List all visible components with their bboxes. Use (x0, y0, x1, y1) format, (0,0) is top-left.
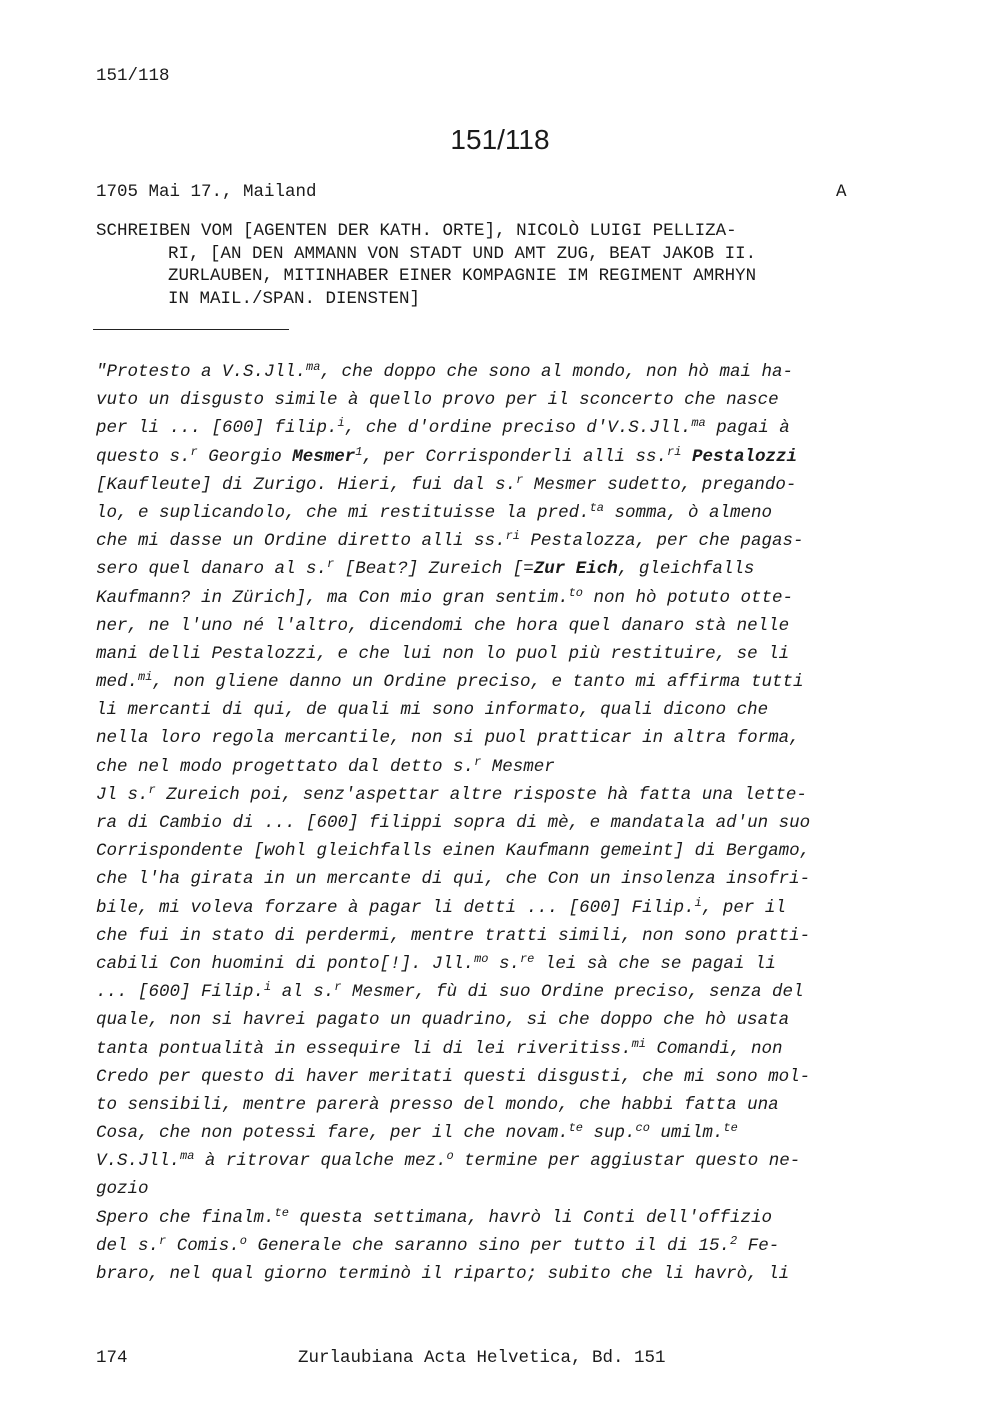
text-segment: sero quel danaro al s. (96, 559, 328, 580)
superscript: ma (691, 416, 706, 431)
text-segment: ... [600] Filip. (96, 982, 265, 1003)
text-segment: bile, mi voleva forzare à pagar li detti ... [600] Filip. (96, 897, 695, 918)
text-line (96, 809, 856, 837)
text-segment: med. (96, 672, 139, 693)
superscript: te (568, 1121, 583, 1136)
text-segment: Jl s. (96, 784, 149, 805)
text-segment: V.S.Jll. (96, 1151, 181, 1172)
superscript: 1 (355, 444, 363, 459)
superscript: r (148, 782, 156, 797)
text-segment: Corrispondente [wohl gleichfalls einen Kaufmann gemeint] di Bergamo, (96, 841, 811, 862)
text-segment: Mesmer sudetto, pregando- (523, 474, 797, 495)
text-line (96, 978, 856, 1006)
text-line (96, 584, 856, 612)
text-segment: li mercanti di qui, de quali mi sono informato, quali dicono che (96, 700, 769, 721)
text-line (96, 1147, 856, 1175)
document-title: 151/118 (450, 124, 550, 155)
superscript: to (568, 585, 583, 600)
text-line (96, 753, 856, 781)
letter-body (96, 358, 856, 1288)
superscript: i (694, 895, 702, 910)
text-segment: lei sà che se pagai li (534, 953, 776, 974)
text-line (96, 1119, 856, 1147)
document-type-marker: A (836, 182, 847, 202)
text-segment: [Kaufleute] di Zurigo. Hieri, fui dal s. (96, 474, 517, 495)
text-segment: Kaufmann? in Zürich], ma Con mio gran sentim. (96, 587, 569, 608)
superscript: r (190, 444, 198, 459)
text-segment: , non gliene danno un Ordine preciso, e tanto mi affirma tutti (152, 672, 804, 693)
text-line (96, 1204, 856, 1232)
superscript: 2 (730, 1233, 738, 1248)
text-segment: lo, e suplicandolo, che mi restituisse la pred. (96, 502, 590, 523)
text-line (96, 1091, 856, 1119)
bold-name: Mesmer (292, 446, 356, 467)
text-segment: quale, non si havrei pagato un quadrino, si che doppo che hò usata (96, 1010, 790, 1031)
footer-page-number: 174 (96, 1348, 128, 1368)
summary-line: SCHREIBEN VOM [AGENTEN DER KATH. ORTE], NICOLÒ LUIGI PELLIZA- (96, 221, 737, 241)
text-segment: somma, ò almeno (604, 502, 773, 523)
separator-rule (93, 329, 289, 330)
text-segment: s. (488, 953, 520, 974)
text-segment: umilm. (649, 1123, 724, 1144)
summary-line: ZURLAUBEN, MITINHABER EINER KOMPAGNIE IM REGIMENT AMRHYN (168, 266, 757, 286)
text-line (96, 1035, 856, 1063)
text-line (96, 414, 856, 442)
text-segment: nella loro regola mercantile, non si puol pratticar in altra forma, (96, 728, 800, 749)
text-segment: non hò potuto otte- (582, 587, 794, 608)
superscript: o (239, 1233, 247, 1248)
text-line (96, 499, 856, 527)
bold-name: Pestalozzi (691, 446, 797, 467)
text-segment: questo s. (96, 446, 191, 467)
text-segment (681, 447, 692, 467)
text-segment: ner, ne l'uno né l'altro, dicendomi che hora quel danaro stà nelle (96, 615, 790, 636)
text-segment: , per il (701, 897, 786, 918)
superscript: r (334, 980, 342, 995)
text-line (96, 1260, 856, 1288)
text-line (96, 894, 856, 922)
text-line (96, 1232, 856, 1260)
text-segment: à ritrovar qualche mez. (194, 1151, 447, 1172)
text-segment: questa settimana, havrò li Conti dell'offizio (288, 1207, 773, 1228)
text-segment: mani delli Pestalozzi, e che lui non lo puol più restituire, se li (96, 643, 790, 664)
superscript: re (519, 951, 535, 966)
text-line (96, 781, 856, 809)
text-line (96, 865, 856, 893)
text-line (96, 837, 856, 865)
text-line (96, 527, 856, 555)
date-place-line: 1705 Mai 17., Mailand (96, 182, 317, 202)
text-segment: pagai à (705, 418, 790, 439)
superscript: ma (306, 360, 321, 374)
text-line (96, 386, 856, 414)
text-line (96, 724, 856, 752)
superscript: i (264, 980, 272, 995)
superscript: i (337, 416, 345, 431)
text-line (96, 640, 856, 668)
text-segment: gozio (96, 1179, 149, 1200)
text-segment: tanta pontualità in essequire li di lei riveritiss. (96, 1038, 632, 1059)
text-segment: [Beat?] Zureich [= (334, 559, 534, 580)
superscript: r (516, 472, 524, 487)
text-segment: Georgio (197, 446, 293, 467)
superscript: mi (138, 670, 153, 685)
text-segment: Comis. (166, 1235, 240, 1256)
footer-publication-title: Zurlaubiana Acta Helvetica, Bd. 151 (298, 1348, 666, 1368)
text-segment: sup. (582, 1123, 636, 1144)
text-segment: braro, nel qual giorno terminò il riparto; subito che li havrò, li (96, 1264, 790, 1284)
text-line (96, 471, 856, 499)
text-segment: Spero che finalm. (96, 1207, 275, 1228)
text-segment: che fui in stato di perdermi, mentre tratti simili, non sono pratti- (96, 925, 811, 946)
superscript: o (446, 1149, 454, 1164)
superscript: r (474, 754, 482, 769)
text-segment: , per Corrisponderli alli ss. (362, 446, 668, 467)
running-head: 151/118 (96, 66, 170, 86)
summary-line: RI, [AN DEN AMMANN VON STADT UND AMT ZUG, BEAT JAKOB II. (168, 243, 757, 264)
text-segment: Fe- (737, 1235, 780, 1256)
superscript: r (159, 1233, 167, 1248)
text-line (96, 922, 856, 950)
text-line (96, 1063, 856, 1091)
superscript: ma (180, 1149, 195, 1164)
text-line (96, 668, 856, 696)
text-line (96, 612, 856, 640)
text-line (96, 950, 856, 978)
bold-name: Zur Eich (533, 559, 618, 580)
text-segment: cabili Con huomini di ponto[!]. Jll. (96, 953, 475, 974)
text-segment: Cosa, che non potessi fare, per il che novam. (96, 1123, 569, 1144)
superscript: co (635, 1121, 650, 1136)
text-segment: Credo per questo di haver meritati questi disgusti, che mi sono mol- (96, 1066, 811, 1087)
superscript: mi (631, 1036, 646, 1051)
text-segment: che mi dasse un Ordine diretto alli ss. (96, 531, 506, 552)
text-line (96, 443, 856, 471)
text-segment: vuto un disgusto simile à quello provo per il sconcerto che nasce (96, 390, 779, 411)
text-segment: , che doppo che sono al mondo, non hò mai ha- (320, 362, 794, 382)
text-segment: Mesmer (481, 756, 555, 777)
text-segment: al s. (271, 982, 335, 1003)
text-segment: ra di Cambio di ... [600] filippi sopra di mè, e mandatala ad'un suo (96, 813, 811, 833)
text-segment: che l'ha girata in un mercante di qui, che Con un insolenza insofri- (96, 869, 811, 890)
superscript: ta (589, 500, 604, 515)
superscript: r (327, 557, 335, 572)
document-summary (96, 220, 856, 310)
text-line (96, 1175, 856, 1203)
text-segment: termine per aggiustar questo ne- (453, 1151, 801, 1172)
text-segment: Mesmer, fù di suo Ordine preciso, senza del (341, 982, 804, 1003)
text-line (96, 1006, 856, 1034)
superscript: ri (667, 444, 682, 459)
text-line (96, 696, 856, 724)
text-segment: , che d'ordine preciso d'V.S.Jll. (344, 418, 692, 439)
text-line (96, 555, 856, 583)
text-segment: to sensibili, mentre parerà presso del mondo, che habbi fatta una (96, 1094, 779, 1115)
text-segment: , gleichfalls (617, 559, 755, 580)
superscript: te (274, 1205, 289, 1220)
text-segment: Comandi, non (646, 1038, 783, 1059)
text-segment: "Protesto a V.S.Jll. (96, 362, 307, 382)
text-segment: Pestalozza, per che pagas- (519, 531, 804, 552)
superscript: te (723, 1121, 738, 1136)
superscript: mo (474, 951, 489, 966)
text-segment: Zureich poi, senz'aspettar altre risposte hà fatta una lette- (155, 784, 807, 805)
text-line (96, 358, 856, 386)
text-segment: Generale che saranno sino per tutto il di 15. (246, 1235, 731, 1256)
text-segment: per li ... [600] filip. (96, 418, 338, 439)
summary-line: IN MAIL./SPAN. DIENSTEN] (168, 288, 421, 309)
superscript: ri (505, 529, 520, 544)
text-segment: che nel modo progettato dal detto s. (96, 756, 475, 777)
text-segment: del s. (96, 1235, 160, 1256)
